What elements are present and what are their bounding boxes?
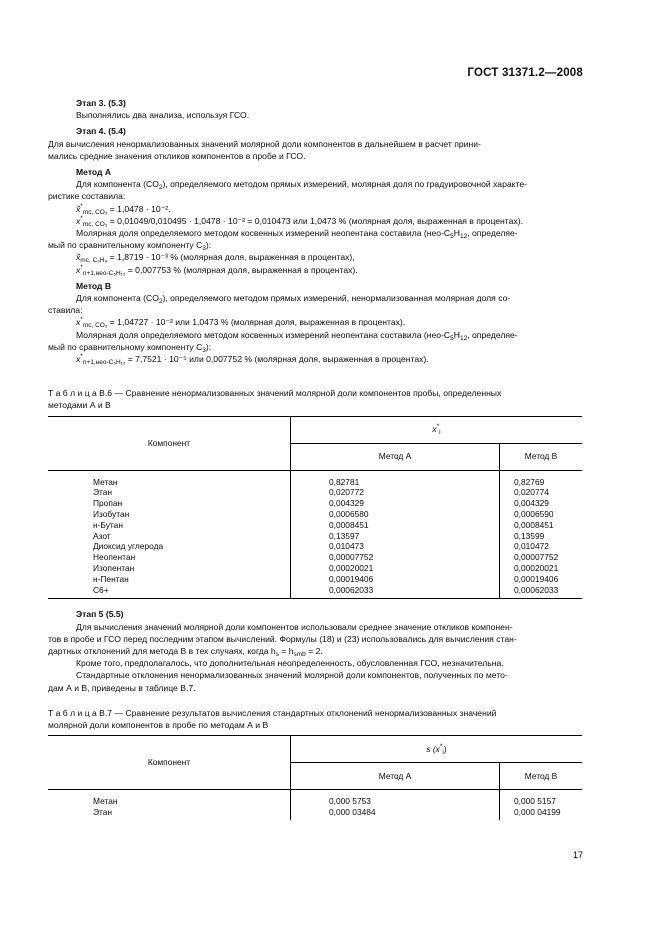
- method-b-title: Метод В: [76, 280, 112, 291]
- table7-component: Метан: [48, 790, 291, 807]
- table6-method-a-value: 0,00020021: [291, 563, 500, 574]
- stage4-title: Этап 4. (5.4): [76, 126, 126, 137]
- table6-row: [48, 541, 582, 552]
- table6-method-a-value: 0,020772: [291, 487, 500, 498]
- method-a-co2-line1: Для компонента $(CO_2)$, определяемого методом прямых измерений, молярная доля по градуировочной характе-: [76, 179, 527, 192]
- table6-method-b-value: 0,00007752: [514, 552, 559, 563]
- stage5-p3-line1: Стандартные отклонения ненормализованных значений молярной доли компонентов, полученных по мето-: [76, 670, 508, 681]
- table6-component: н-Пентан: [48, 574, 291, 585]
- method-a-formula4: $x^*_{n+1,нео-C_5H_{12}} = 0,007753$ % (молярная доля, выраженная в процентах).: [76, 263, 358, 277]
- stage5-p1-line1: Для вычисления значений молярной доли компонентов использовали среднее значение откликов компонен-: [76, 621, 513, 632]
- table6-method-b-value: 0,00020021: [514, 563, 559, 574]
- table6-component: н-Бутан: [48, 520, 291, 531]
- table7-head-s: s $(x^*_i)$: [291, 736, 583, 763]
- table6-method-b-value: 0,13599: [514, 530, 545, 541]
- method-b-co2-line1: Для компонента $(CO_2)$, определяемого методом прямых измерений, ненормализованная молярная доля со-: [76, 293, 511, 306]
- method-a-neo-line1: Молярная доля определяемого методом косвенных измерений неопентана составила ($нео-C_5H_{12}$, определяе-: [76, 228, 518, 241]
- table6: [48, 416, 582, 600]
- table6-method-a-value: 0,0008451: [291, 520, 500, 531]
- table6-method-b-value: 0,00062033: [500, 585, 583, 599]
- method-a-neo-line2: мый по сравнительному компоненту $C_3$):: [48, 240, 212, 253]
- standard-number: ГОСТ 31371.2—2008: [467, 67, 583, 79]
- table7-row: [48, 790, 582, 807]
- table6-row: [48, 487, 582, 498]
- table6-caption-line1: Т а б л и ц а В.6 — Сравнение ненормализованных значений молярной доли компонентов пробы, определенных: [48, 388, 502, 399]
- method-b-formula2: $x^*_{n+1,нео-C_5H_{12}} = 7,7521 \cdot 10^{-5}$ или 0,007752 % (молярная доля, выраженная в процентах).: [76, 353, 429, 367]
- table6-component: C6+: [48, 585, 291, 599]
- table7-method-a-value: 0,000 5753: [291, 790, 500, 807]
- method-a-co2-line2: ристике составила:: [48, 191, 126, 202]
- table6-method-b-value: 0,004329: [514, 498, 549, 509]
- stage5-p2: Кроме того, предполагалось, что дополнительная неопределенность, обусловленная ГСО, незначительна.: [76, 658, 504, 669]
- table6-row: [48, 574, 582, 585]
- method-b-neo-line2: мый по сравнительному компоненту $C_3$):: [48, 341, 212, 354]
- method-a-formula2: $x^*_{mc, CO_2} = 0,01049/0,010495 \cdot 1,0478 \cdot 10^{-2} = 0,010473$ или 1,0473 % (молярная доля, выраженная в процентах).: [76, 214, 523, 228]
- table6-head-method-b: Метод В: [500, 443, 583, 470]
- table7-head-method-a: Метод А: [291, 763, 500, 790]
- stage3-text: Выполнялись два анализа, используя ГСО.: [76, 110, 250, 121]
- stage5-p1-line3: дартных отклонений для метода В в тех случаях, когда $h_s = h_{smb} = 2$.: [48, 646, 323, 659]
- table6-head-x: $x^*_i$: [291, 416, 583, 443]
- table7-method-b-value: 0,000 5157: [514, 796, 556, 807]
- table6-caption-line2: методами А и В: [48, 400, 111, 411]
- method-b-neo-line1: Молярная доля определяемого методом косвенных измерений неопентана составила ($нео-C_5H_{12}$, определяе-: [76, 329, 518, 342]
- table6-method-a-value: 0,13597: [291, 531, 500, 542]
- method-b-formula1: $x^*_{mc, CO_2} = 1,04727 \cdot 10^{-2}$ или 1,0473 % (молярная доля, выраженная в процентах).: [76, 316, 406, 330]
- table6-row: [48, 585, 582, 599]
- table6-component: Азот: [48, 531, 291, 542]
- table7-component: Этан: [48, 807, 291, 820]
- table6-row: [48, 498, 582, 509]
- table6-row: [48, 563, 582, 574]
- stage5-title: Этап 5 (5.5): [76, 609, 124, 620]
- table7-caption-line2: молярной доли компонентов в пробе по методам А и В: [48, 720, 269, 731]
- table6-head-component: Компонент: [48, 416, 291, 470]
- table6-component: Метан: [48, 470, 291, 487]
- page-number: 17: [572, 850, 583, 860]
- table7-row: [48, 807, 582, 820]
- table7-caption-line1: Т а б л и ц а В.7 — Сравнение результатов вычисления стандартных отклонений ненормализованных значений: [48, 707, 497, 718]
- table7: [48, 735, 582, 820]
- table6-method-a-value: 0,010473: [291, 541, 500, 552]
- method-b-co2-line2: ставила:: [48, 305, 83, 316]
- method-a-formula3: $x̂_{mc, C_3H_8} = 1,8719 \cdot 10^{-3}$ % (молярная доля, выраженная в процентах),: [76, 252, 355, 265]
- table6-method-b-value: 0,0008451: [514, 519, 554, 530]
- table7-method-a-value: 0,000 03484: [291, 807, 500, 820]
- page-content: [48, 97, 582, 820]
- table6-component: Диоксид углерода: [48, 541, 291, 552]
- table6-method-a-value: 0,00007752: [291, 552, 500, 563]
- table7-head-method-b: Метод В: [500, 763, 583, 790]
- table6-method-a-value: 0,00019406: [291, 574, 500, 585]
- table6-method-b-value: 0,00019406: [514, 573, 559, 584]
- stage5-p1-line2: тов в пробе и ГСО перед последним этапом вычислений. Формулы (18) и (23) использовались для вычисления стан-: [48, 633, 517, 644]
- table6-component: Неопентан: [48, 552, 291, 563]
- method-a-formula1: $x̂^*_{mc, CO_2} = 1,0478 \cdot 10^{-2}$.: [76, 202, 171, 216]
- method-a-title: Метод А: [76, 167, 112, 178]
- table6-component: Этан: [48, 487, 291, 498]
- table6-component: Пропан: [48, 498, 291, 509]
- stage5-p3-line2: дам А и В, приведены в таблице В.7.: [48, 682, 196, 693]
- table6-method-a-value: 0,0006580: [291, 509, 500, 520]
- table6-method-a-value: 0,004329: [291, 498, 500, 509]
- table6-method-b-value: 0,82769: [514, 476, 545, 487]
- table6-method-a-value: 0,00062033: [291, 585, 500, 599]
- table6-component: Изобутан: [48, 509, 291, 520]
- stage3-title: Этап 3. (5.3): [76, 98, 126, 108]
- table6-method-b-value: 0,0006590: [514, 509, 554, 520]
- table6-component: Изопентан: [48, 563, 291, 574]
- table6-method-b-value: 0,010472: [514, 541, 549, 552]
- table7-method-b-value: 0,000 04199: [514, 807, 561, 818]
- table6-row: [48, 520, 582, 531]
- table6-row: [48, 552, 582, 563]
- stage4-para-line2: мались средние значения откликов компонентов в пробе и ГСО.: [48, 150, 306, 161]
- table6-row: [48, 509, 582, 520]
- table6-row: [48, 531, 582, 542]
- stage4-para-line1: Для вычисления ненормализованных значений молярной доли компонентов в дальнейшем в расчет прини-: [48, 138, 481, 149]
- table6-row: [48, 470, 582, 487]
- table7-head-component: Компонент: [48, 736, 291, 790]
- table6-method-b-value: 0,020774: [514, 487, 549, 498]
- table6-head-method-a: Метод А: [291, 443, 500, 470]
- table6-method-a-value: 0,82781: [291, 470, 500, 487]
